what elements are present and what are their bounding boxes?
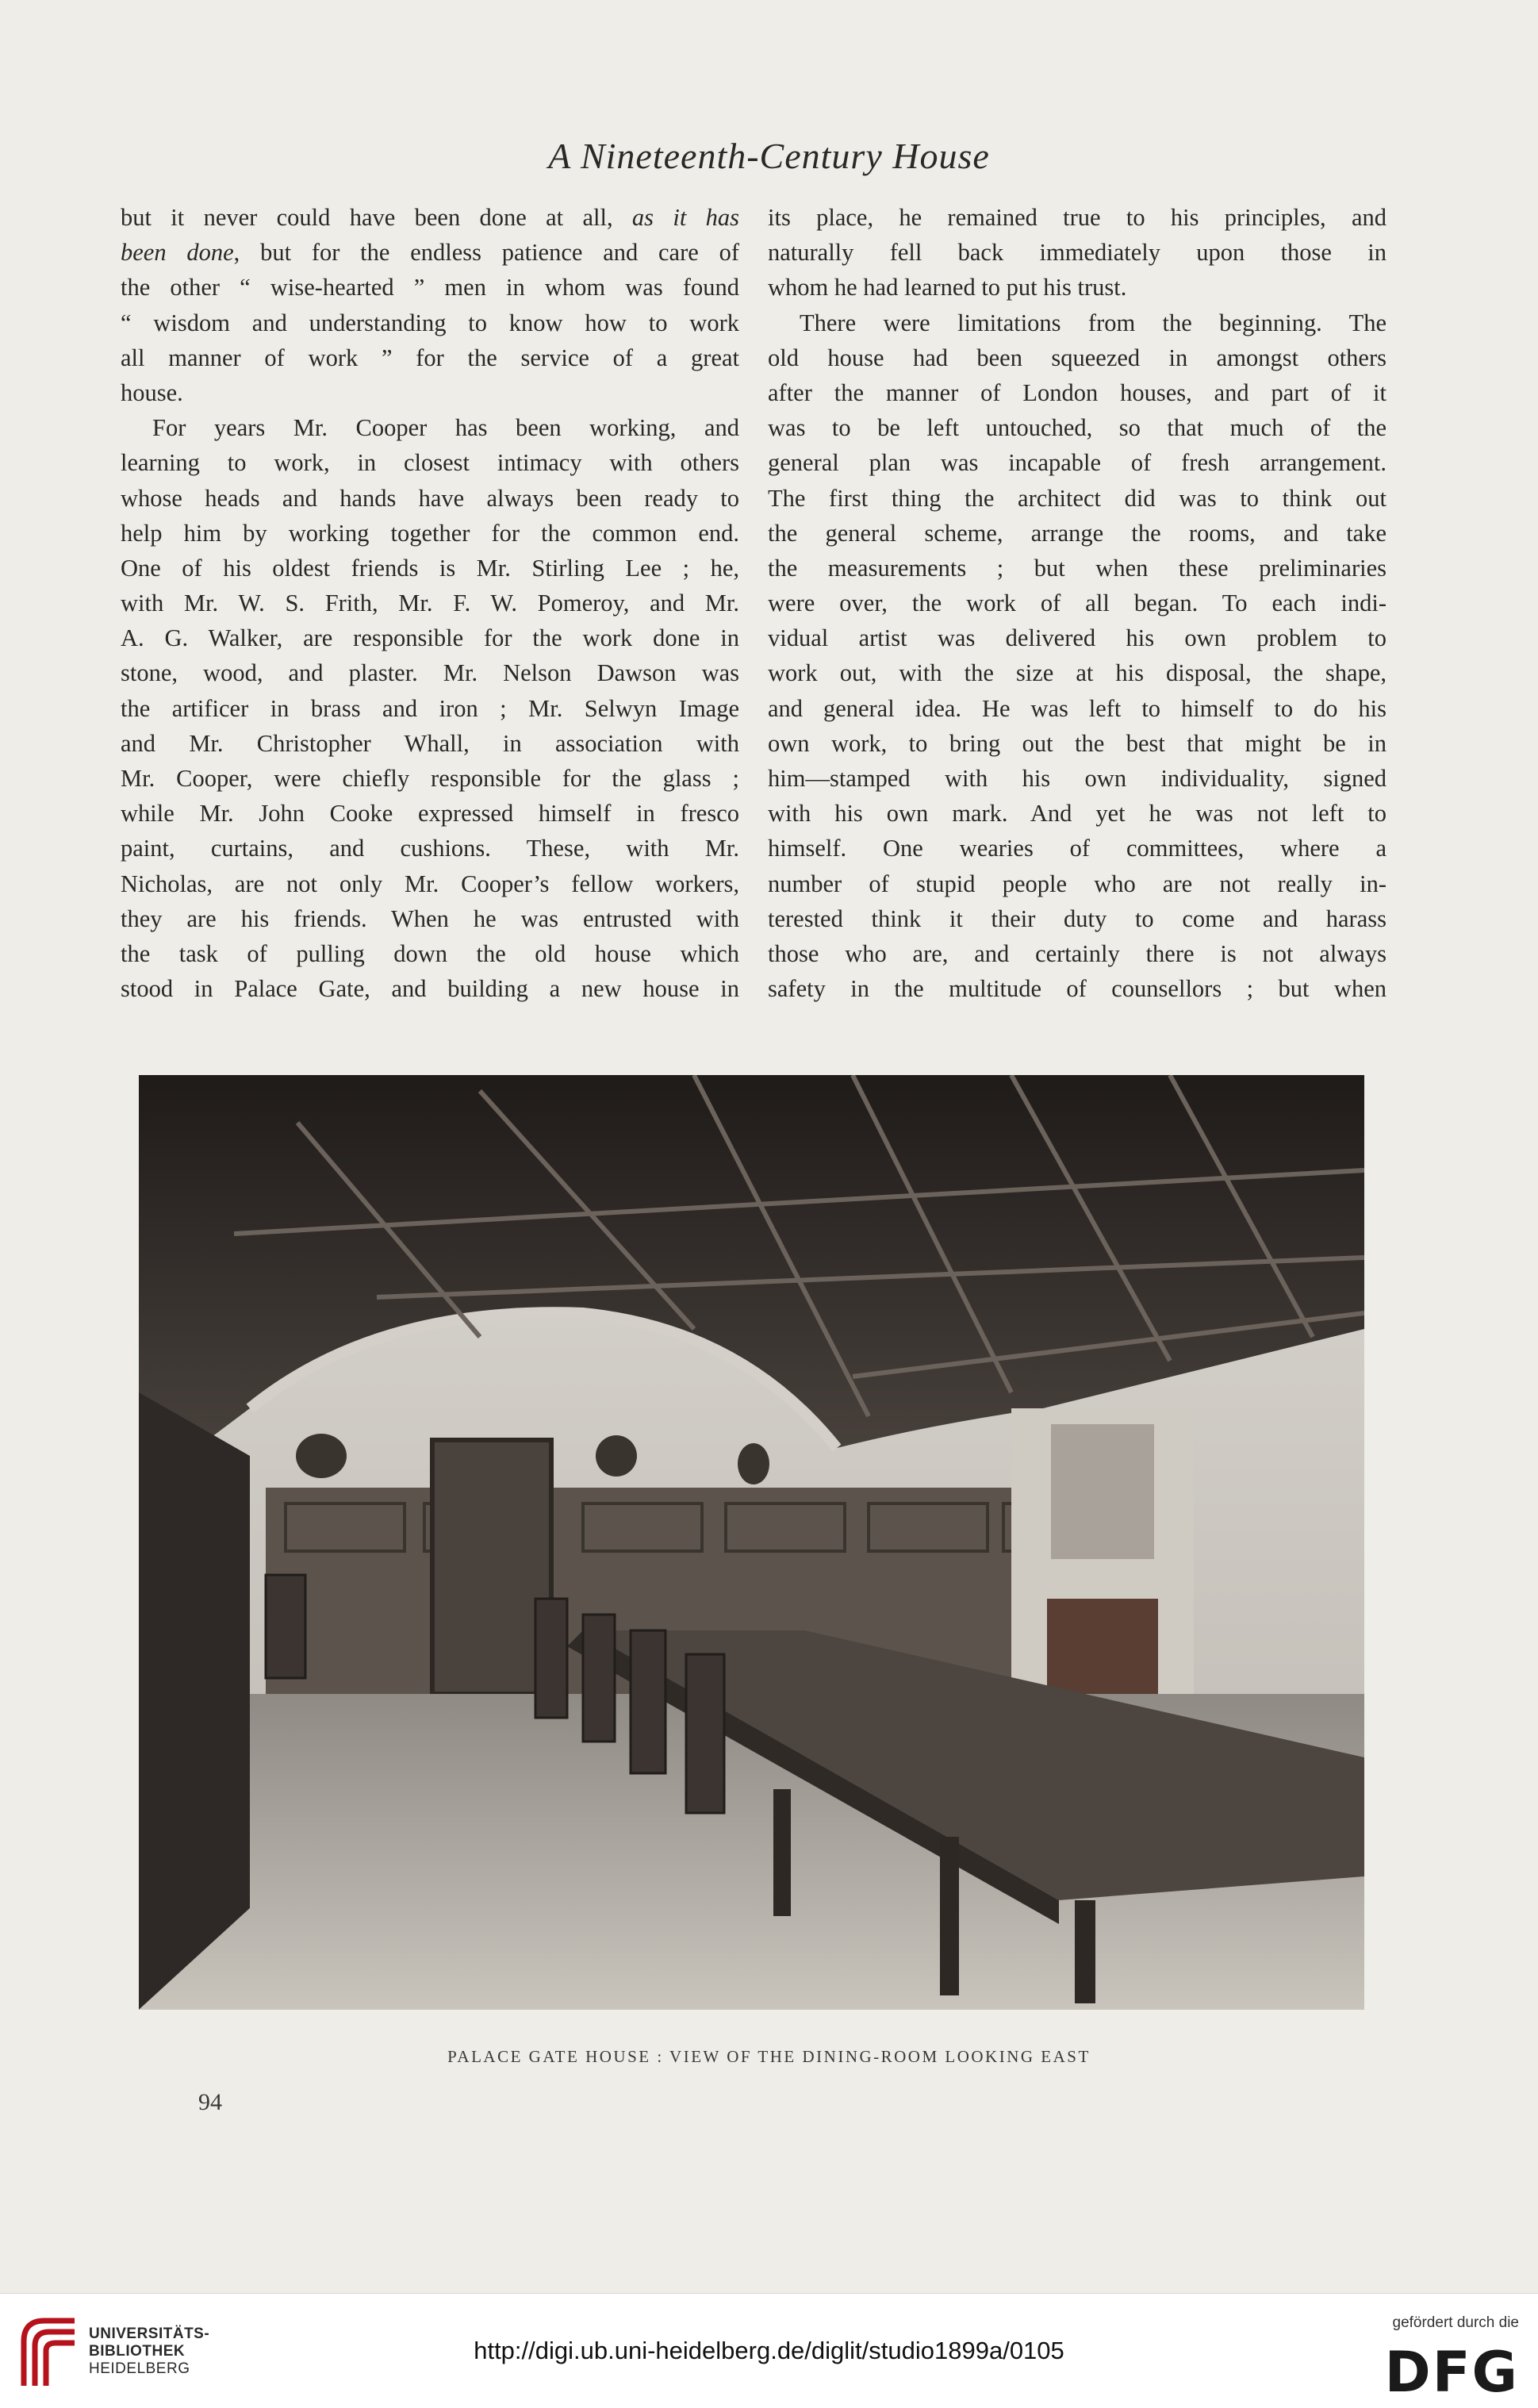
- text-line: Mr. Cooper, were chiefly responsible for the glass ;: [121, 765, 739, 792]
- text-line: stood in Palace Gate, and building a new house in: [121, 975, 739, 1003]
- text-line: Nicholas, are not only Mr. Cooper’s fellow workers,: [121, 870, 739, 897]
- text-line: the task of pulling down the old house which: [121, 939, 739, 967]
- funded-by-label: gefördert durch die: [1392, 2314, 1519, 2331]
- text-line: learning to work, in closest intimacy with others: [121, 449, 739, 477]
- text-line: the other “ wise-hearted ” men in whom was found: [121, 274, 739, 301]
- text-line: but it never could have been done at all, as it has: [121, 204, 739, 231]
- text-line: house.: [121, 378, 183, 406]
- text-line: “ wisdom and understanding to know how to work: [121, 309, 739, 336]
- text-line: the measurements ; but when these preliminaries: [768, 554, 1387, 582]
- text-line: safety in the multitude of counsellors ; but when: [768, 975, 1387, 1003]
- text-line: There were limitations from the beginning. The: [800, 309, 1387, 336]
- text-line: number of stupid people who are not really in-: [768, 870, 1387, 897]
- text-line: himself. One wearies of committees, where a: [768, 835, 1387, 862]
- page-number: 94: [198, 2089, 222, 2115]
- text-line: was to be left untouched, so that much of the: [768, 414, 1387, 442]
- text-line: while Mr. John Cooke expressed himself in fresco: [121, 800, 739, 828]
- plate-caption: PALACE GATE HOUSE : VIEW OF THE DINING-ROOM LOOKING EAST: [447, 2047, 1091, 2066]
- text-line: For years Mr. Cooper has been working, and: [152, 414, 739, 442]
- text-column-left: [121, 200, 739, 1006]
- text-line: and Mr. Christopher Whall, in association with: [121, 729, 739, 757]
- text-line: stone, wood, and plaster. Mr. Nelson Dawson was: [121, 659, 739, 687]
- text-line: One of his oldest friends is Mr. Stirling Lee ; he,: [121, 554, 739, 582]
- text-line: The first thing the architect did was to think out: [768, 484, 1387, 512]
- text-line: the general scheme, arrange the rooms, and take: [768, 519, 1387, 547]
- text-line: work out, with the size at his disposal, the shape,: [768, 659, 1387, 687]
- text-line: and general idea. He was left to himself to do his: [768, 694, 1387, 722]
- text-line: terested think it their duty to come and harass: [768, 904, 1387, 932]
- text-column-right: [768, 200, 1387, 1006]
- text-line: A. G. Walker, are responsible for the work done in: [121, 624, 739, 652]
- dining-room-photograph: [139, 1075, 1364, 2010]
- text-line: were over, the work of all began. To each indi-: [768, 590, 1387, 617]
- text-line: after the manner of London houses, and part of it: [768, 378, 1387, 406]
- text-line: its place, he remained true to his principles, and: [768, 204, 1387, 231]
- text-line: those who are, and certainly there is not always: [768, 939, 1387, 967]
- text-line: with his own mark. And yet he was not left to: [768, 800, 1387, 828]
- text-line: paint, curtains, and cushions. These, with Mr.: [121, 835, 739, 862]
- text-line: own work, to bring out the best that might be in: [768, 729, 1387, 757]
- text-line: all manner of work ” for the service of a great: [121, 344, 739, 371]
- text-line: whose heads and hands have always been ready to: [121, 484, 739, 512]
- text-line: naturally fell back immediately upon those in: [768, 239, 1387, 267]
- library-name-line: HEIDELBERG: [89, 2360, 190, 2377]
- text-line: him—stamped with his own individuality, signed: [768, 765, 1387, 792]
- permalink-url[interactable]: http://digi.ub.uni-heidelberg.de/diglit/studio1899a/0105: [474, 2337, 1064, 2364]
- text-line: old house had been squeezed in amongst others: [768, 344, 1387, 371]
- running-head: A Nineteenth-Century House: [548, 136, 990, 176]
- digitization-footer: [0, 2293, 1538, 2408]
- left-panelling: [139, 1392, 250, 2010]
- text-line: general plan was incapable of fresh arrangement.: [768, 449, 1387, 477]
- panelled-door: [432, 1440, 551, 1694]
- text-line: been done, but for the endless patience and care of: [121, 239, 739, 267]
- text-line: help him by working together for the common end.: [121, 519, 739, 547]
- text-line: vidual artist was delivered his own problem to: [768, 624, 1387, 652]
- text-line: they are his friends. When he was entrusted with: [121, 904, 739, 932]
- dfg-logo: DFG: [1384, 2340, 1519, 2405]
- text-line: with Mr. W. S. Frith, Mr. F. W. Pomeroy, and Mr.: [121, 590, 739, 617]
- library-name-line: BIBLIOTHEK: [89, 2343, 186, 2360]
- text-line: the artificer in brass and iron ; Mr. Selwyn Image: [121, 694, 739, 722]
- text-line: whom he had learned to put his trust.: [768, 274, 1127, 301]
- library-name-line: UNIVERSITÄTS-: [89, 2325, 210, 2342]
